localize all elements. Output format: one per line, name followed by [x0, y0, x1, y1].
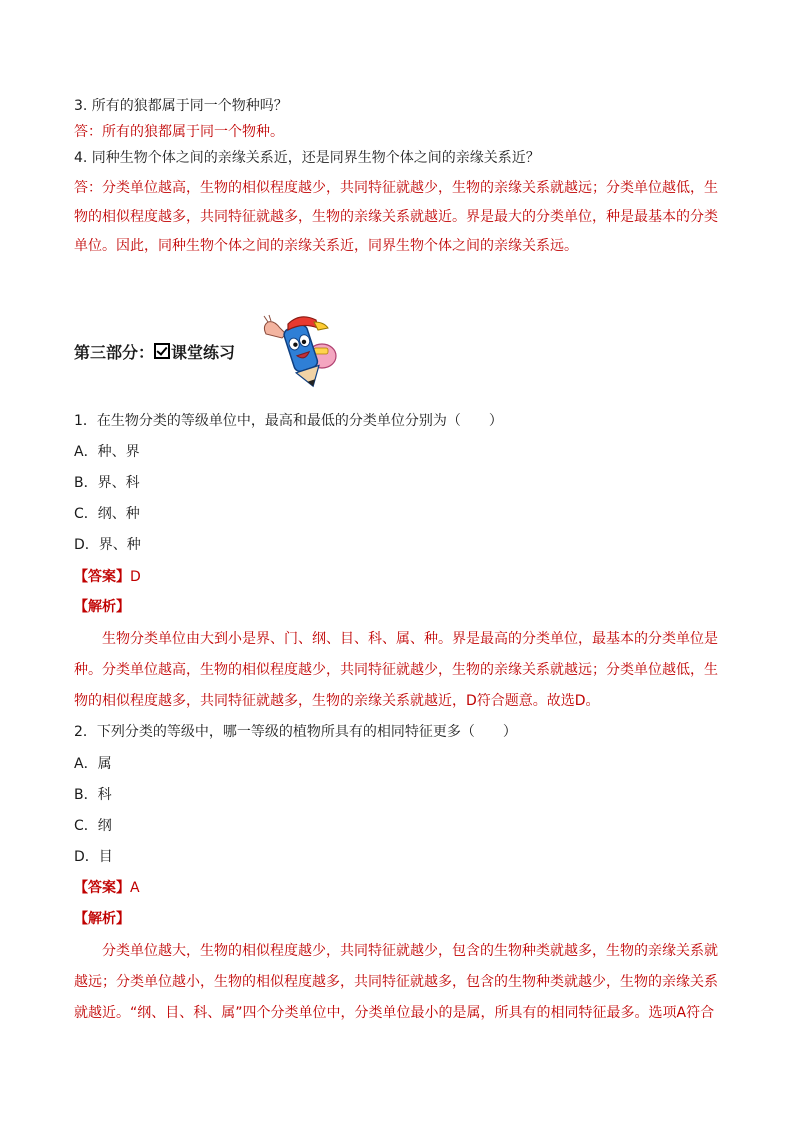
analysis-line: 物的相似程度越多，共同特征就越多，生物的亲缘关系就越近，D符合题意。故选D。 — [74, 693, 600, 709]
analysis-line: 越远；分类单位越小，生物的相似程度越多，共同特征就越多，包含的生物种类就越少，生物的亲缘关系 — [74, 974, 718, 990]
answer-4-line: 答：分类单位越高，生物的相似程度越少，共同特征就越少，生物的亲缘关系就越远；分类单位越低，生 — [74, 180, 718, 196]
question-2-option-d: D．目 — [74, 849, 113, 865]
question-2-answer — [74, 878, 140, 898]
question-4: 4. 同种生物个体之间的亲缘关系近，还是同界生物个体之间的亲缘关系近？ — [74, 150, 540, 166]
section-title-main: 课堂练习 — [171, 343, 236, 362]
analysis-line: 种。分类单位越高，生物的相似程度越少，共同特征就越少，生物的亲缘关系就越远；分类单位越低，生 — [74, 662, 718, 678]
question-3: 3. 所有的狼都属于同一个物种吗？ — [74, 98, 288, 114]
question-2-option-a: A．属 — [74, 756, 112, 772]
analysis-line: 就越近。“纲、目、科、属”四个分类单位中，分类单位最小的是属，所具有的相同特征最多。选项A符合 — [74, 1005, 715, 1021]
answer-value: D — [130, 569, 141, 585]
answer-3: 答：所有的狼都属于同一个物种。 — [74, 124, 284, 140]
question-1-option-a: A．种、界 — [74, 444, 140, 460]
answer-4-line: 物的相似程度越多，共同特征就越多，生物的亲缘关系就越近。界是最大的分类单位，种是最基本的分类 — [74, 209, 718, 225]
question-2-analysis — [74, 936, 724, 1029]
answer-4-line: 单位。因此，同种生物个体之间的亲缘关系近，同界生物个体之间的亲缘关系远。 — [74, 238, 578, 254]
analysis-label: 【解析】 — [74, 911, 130, 927]
answer-label: 【答案】 — [74, 569, 130, 585]
analysis-label: 【解析】 — [74, 599, 130, 615]
answer-value: A — [130, 880, 140, 896]
analysis-line: 分类单位越大，生物的相似程度越少，共同特征就越少，包含的生物种类就越多，生物的亲缘关系就 — [102, 943, 718, 959]
answer-label: 【答案】 — [74, 880, 130, 896]
pencil-mascot-icon — [258, 314, 342, 390]
question-2-option-c: C．纲 — [74, 818, 112, 834]
question-1-option-d: D．界、种 — [74, 537, 141, 553]
question-2-stem: 2．下列分类的等级中，哪一等级的植物所具有的相同特征更多（ ） — [74, 724, 517, 740]
question-1-option-b: B．界、科 — [74, 475, 140, 491]
question-1-analysis — [74, 624, 724, 717]
analysis-line: 生物分类单位由大到小是界、门、纲、目、科、属、种。界是最高的分类单位，最基本的分类单位是 — [102, 631, 718, 647]
answer-4 — [74, 174, 724, 261]
question-1-option-c: C．纲、种 — [74, 506, 140, 522]
question-1-analysis-label — [74, 597, 130, 617]
section-title — [74, 340, 235, 363]
section-title-prefix: 第三部分： — [74, 343, 155, 362]
question-1-answer — [74, 567, 141, 587]
question-1-stem: 1．在生物分类的等级单位中，最高和最低的分类单位分别为（ ） — [74, 413, 503, 429]
question-2-analysis-label — [74, 909, 130, 929]
checkbox-icon — [154, 343, 170, 359]
question-2-option-b: B．科 — [74, 787, 112, 803]
